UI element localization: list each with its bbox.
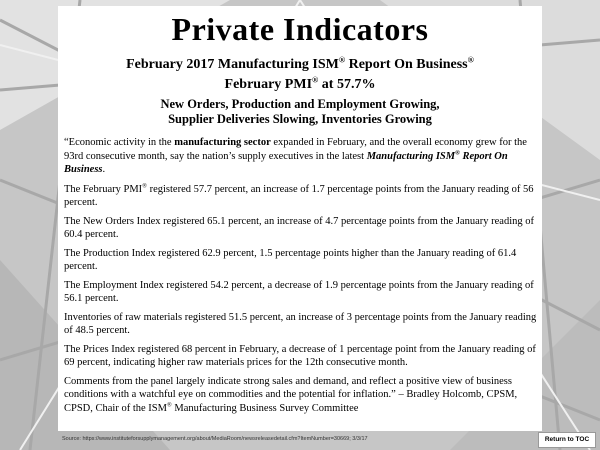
employment-paragraph: The Employment Index registered 54.2 percent, a decrease of 1.9 percentage points from the January reading of 56.1 percent. xyxy=(64,279,534,304)
content-panel xyxy=(58,6,542,431)
intro-quote: “Economic activity in the manufacturing sector expanded in February, and the overall economy grew for the 93rd consecutive month, say the nation’s supply executives in the latest Manufacturing ISM® Report On Business. xyxy=(64,137,527,175)
return-to-toc-button[interactable]: Return to TOC xyxy=(538,432,596,448)
pmi-paragraph: The February PMI® registered 57.7 percent, an increase of 1.7 percentage points from the January reading of 56 percent. xyxy=(64,182,534,208)
new-orders-paragraph: The New Orders Index registered 65.1 percent, an increase of 4.7 percentage points from the January reading of 60.4 percent. xyxy=(64,215,534,240)
page-title: Private Indicators xyxy=(171,11,429,47)
report-subheading: New Orders, Production and Employment Growing, Supplier Deliveries Slowing, Inventories Growing xyxy=(160,97,440,126)
report-heading: February 2017 Manufacturing ISM® Report On Business® xyxy=(126,55,474,72)
inventories-paragraph: Inventories of raw materials registered 51.5 percent, an increase of 3 percentage points from the January reading of 48.5 percent. xyxy=(64,311,537,336)
prices-paragraph: The Prices Index registered 68 percent in February, a decrease of 1 percentage point from the January reading of 69 percent, indicating higher raw materials prices for the 12th consecutive month. xyxy=(64,343,536,368)
production-paragraph: The Production Index registered 62.9 percent, 1.5 percentage points higher than the January reading of 61.4 percent. xyxy=(64,247,517,272)
source-citation: Source: https://www.instituteforsupplymanagement.org/about/MediaRoom/newsreleasedetail.cfm?ItemNumber=30669; 3/3/17 xyxy=(62,436,368,442)
report-body xyxy=(64,136,540,420)
closing-paragraph: Comments from the panel largely indicate strong sales and demand, and reflect a positive view of business conditions with a watchful eye on commodities and the potential for inflation.” – Bradley Holcomb, CPSM, CPSD, Chair of the ISM® Manufacturing Business Survey Committee xyxy=(64,375,518,414)
pmi-heading: February PMI® at 57.7% xyxy=(224,75,376,92)
